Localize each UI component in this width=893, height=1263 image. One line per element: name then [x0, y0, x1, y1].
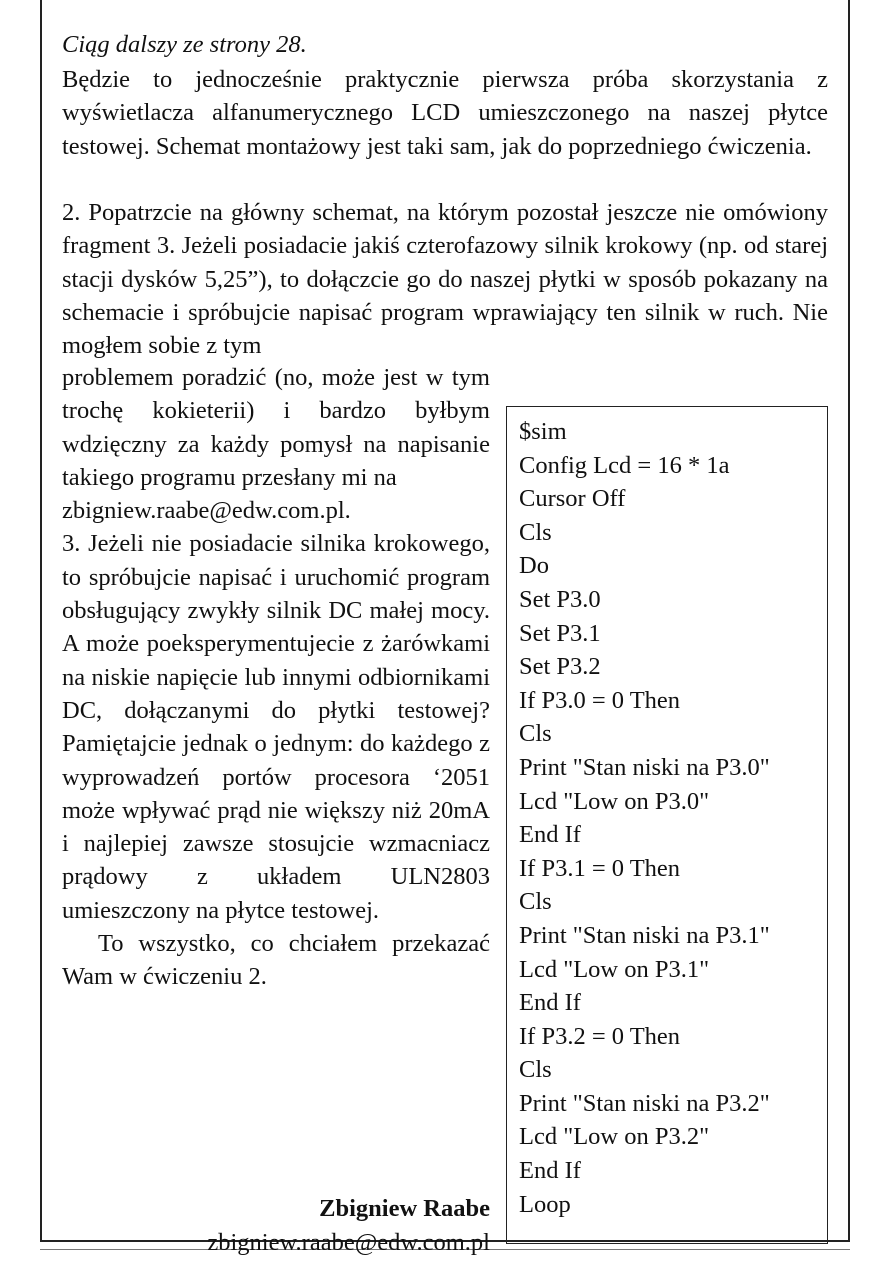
code-line: Loop	[519, 1190, 571, 1218]
code-line: Set P3.0	[519, 585, 601, 613]
code-line: End If	[519, 821, 581, 849]
author-email: zbigniew.raabe@edw.com.pl	[207, 1229, 490, 1256]
code-line: Config Lcd = 16 * 1a	[519, 451, 730, 479]
code-line: Cls	[519, 720, 552, 748]
paragraph-step-3: 3. Jeżeli nie posiadacie silnika krokowego, to spróbujcie napisać i uruchomić program obsługujący zwykły silnik DC małej mocy. A może poeksperymentujecie z żarówkami na niskie napięcie lub innymi odbiornikami DC, dołączanymi do płytki testowej? Pamiętajcie jednak o jednym: do każdego z wyprowadzeń portów procesora ‘2051 może wpływać prąd nie większy niż 20mA i najlepiej zawsze stosujcie wzmacniacz prądowy z układem ULN2803 umieszczony na płytce testowej.	[62, 530, 490, 924]
paragraph-step-2: 2. Popatrzcie na główny schemat, na którym pozostał jeszcze nie omówiony fragment 3. Jeżeli posiadacie jakiś czterofazowy silnik krokowy (np. od starej stacji dysków 5,25”), to dołączcie go do naszej płytki w sposób pokazany na schemacie i spróbujcie napisać program wprawiający ten silnik w ruch. Nie mogłem sobie z tym	[62, 199, 828, 360]
paragraph-request: problemem poradzić (no, może jest w tym trochę kokieterii) i bardzo byłbym wdzięczny za każdy pomysł na napisanie takiego programu przesłany mi na	[62, 364, 490, 491]
code-line: Set P3.1	[519, 619, 601, 647]
code-line: Print "Stan niski na P3.2"	[519, 1089, 770, 1117]
code-line: If P3.2 = 0 Then	[519, 1022, 681, 1050]
code-line: Lcd "Low on P3.0"	[519, 787, 710, 815]
paragraph-intro: Będzie to jednocześnie praktycznie pierwsza próba skorzystania z wyświetlacza alfanumerycznego LCD umieszczonego na naszej płytce testowej. Schemat montażowy jest taki sam, jak do poprzedniego ćwiczenia.	[62, 66, 828, 160]
inline-email: zbigniew.raabe@edw.com.pl.	[62, 497, 351, 525]
code-line: Lcd "Low on P3.2"	[519, 1123, 710, 1151]
author-name: Zbigniew Raabe	[319, 1195, 490, 1222]
code-line: Do	[519, 552, 549, 580]
left-column	[62, 361, 490, 994]
code-line: Lcd "Low on P3.1"	[519, 955, 710, 983]
code-line: Cls	[519, 888, 552, 916]
code-line: Cls	[519, 1056, 552, 1084]
code-line: Cursor Off	[519, 485, 626, 513]
code-line: Cls	[519, 518, 552, 546]
code-line: $sim	[519, 418, 567, 445]
code-lines	[507, 407, 827, 1221]
code-line: End If	[519, 1157, 581, 1185]
paragraph-closing: To wszystko, co chciałem przekazać Wam w ćwiczeniu 2.	[62, 930, 490, 991]
code-line: End If	[519, 989, 581, 1017]
continued-note: Ciąg dalszy ze strony 28.	[62, 31, 307, 58]
code-line: Set P3.2	[519, 653, 601, 681]
code-line: Print "Stan niski na P3.1"	[519, 921, 770, 949]
code-line: If P3.1 = 0 Then	[519, 854, 681, 882]
code-listing	[506, 406, 828, 1244]
code-line: If P3.0 = 0 Then	[519, 686, 681, 714]
code-line: Print "Stan niski na P3.0"	[519, 753, 770, 781]
